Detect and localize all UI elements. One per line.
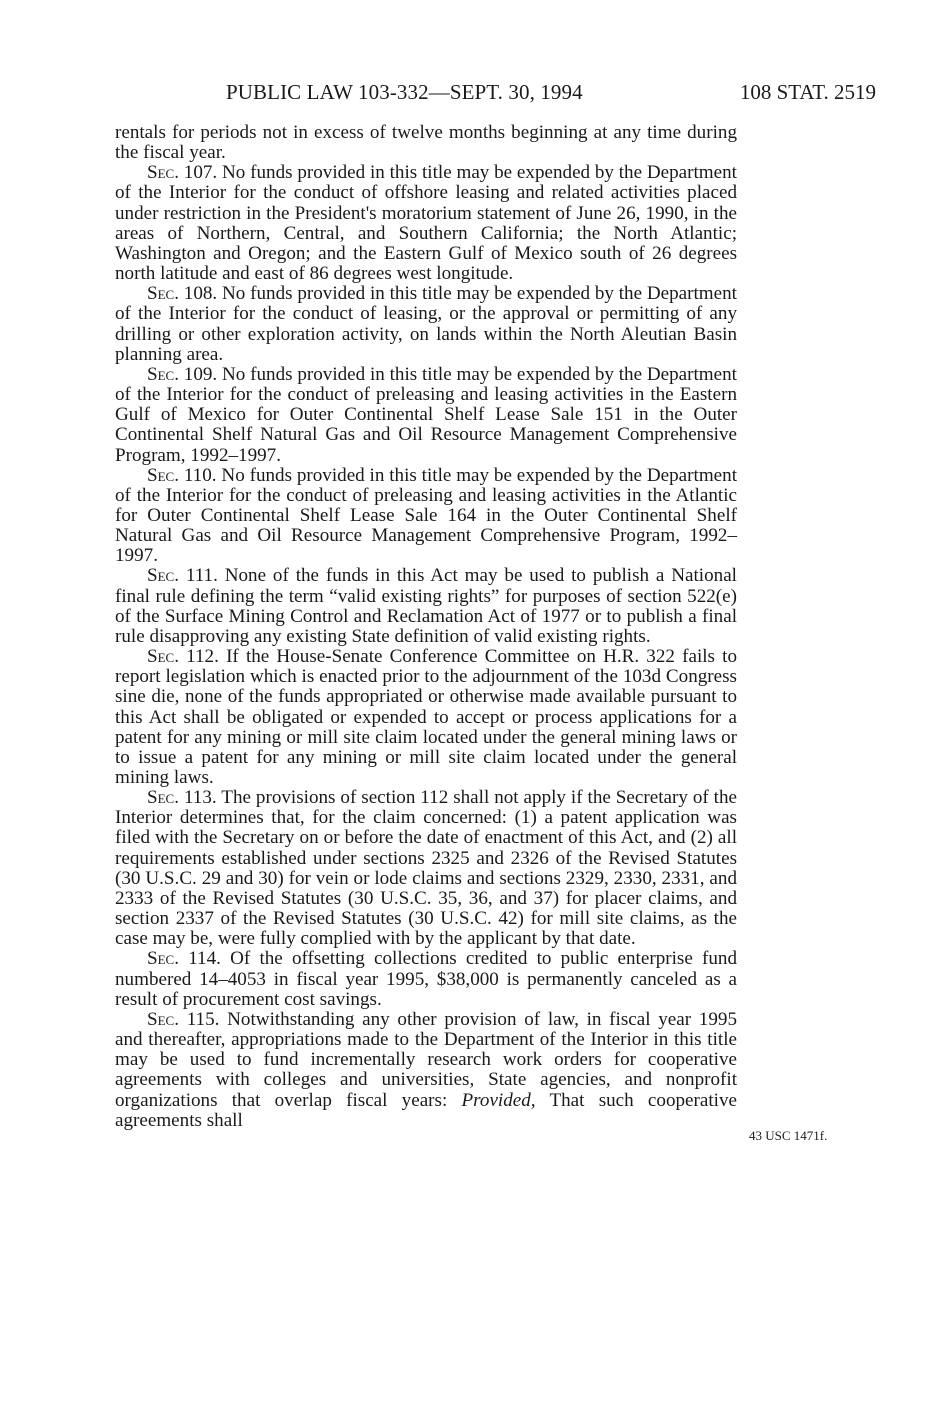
section-text: If the House-Senate Conference Committee on H.R. 322 fails to report legislation which is enacted prior to the adjournment of the 103d Congress sine die, none of the funds appropriated or otherwise made available pursuant to this Act shall be obligated or expended to accept or process applications for a patent for any mining or mill site claim located under the general mining laws or to issue a patent for any mining or mill site claim located under the general mining laws. (115, 646, 738, 788)
statute-page-reference: 108 STAT. 2519 (739, 80, 876, 104)
paragraph-text: rentals for periods not in excess of twelve months beginning at any time during the fiscal year. (115, 122, 737, 164)
section-115 (115, 1010, 737, 1131)
body-text (115, 123, 737, 1131)
section-number: Sec. 115. (147, 1008, 220, 1030)
section-110 (115, 466, 737, 567)
section-number: Sec. 114. (147, 948, 221, 970)
section-109 (115, 365, 737, 466)
section-number: Sec. 110. (147, 464, 217, 486)
section-text-tail: That such cooperative agreements shall (115, 1089, 737, 1131)
section-112 (115, 647, 737, 788)
page-header (0, 80, 947, 110)
section-number: Sec. 112. (147, 646, 219, 668)
section-text: No funds provided in this title may be expended by the Department of the Interior for the conduct of preleasing and leasing activities in the Atlantic for Outer Continental Shelf Lease Sale 164 in the Outer Continental Shelf Natural Gas and Oil Resource Management Comprehensive Program, 1992–1997. (115, 464, 737, 567)
section-number: Sec. 107. (147, 162, 218, 184)
section-114 (115, 949, 737, 1009)
section-number: Sec. 108. (147, 283, 218, 305)
section-text: Of the offsetting collections credited to public enterprise fund numbered 14–4053 in fiscal year 1995, $38,000 is permanently canceled as a result of procurement cost savings. (115, 948, 738, 1010)
section-text: Notwithstanding any other provision of law, in fiscal year 1995 and thereafter, appropriations made to the Department of the Interior in this title may be used to fund incrementally research work orders for cooperative agreements with colleges and universities, State agencies, and nonprofit organizations that overlap fiscal years: (115, 1008, 737, 1111)
section-text: No funds provided in this title may be expended by the Department of the Interior for the conduct of preleasing and leasing activities in the Eastern Gulf of Mexico for Outer Continental Shelf Lease Sale 151 in the Outer Continental Shelf Natural Gas and Oil Resource Management Comprehensive Program, 1992–1997. (115, 363, 737, 466)
section-text: None of the funds in this Act may be used to publish a National final rule defining the term “valid existing rights” for purposes of section 522(e) of the Surface Mining Control and Reclamation Act of 1977 or to publish a final rule disapproving any existing State definition of valid existing rights. (115, 565, 737, 647)
section-number: Sec. 111. (147, 565, 218, 587)
marginal-citation-note: 43 USC 1471f. (749, 1128, 828, 1143)
section-107 (115, 163, 737, 284)
section-number: Sec. 109. (147, 363, 218, 385)
section-108 (115, 284, 737, 365)
running-title: PUBLIC LAW 103-332—SEPT. 30, 1994 (226, 80, 583, 104)
section-text: No funds provided in this title may be expended by the Department of the Interior for the conduct of offshore leasing and related activities placed under restriction in the President's moratorium statement of June 26, 1990, in the areas of Northern, Central, and Southern California; the North Atlantic; Washington and Oregon; and the Eastern Gulf of Mexico south of 26 degrees north latitude and east of 86 degrees west longitude. (115, 162, 737, 285)
section-111 (115, 566, 737, 647)
proviso-italic: Provided, (461, 1089, 536, 1111)
section-number: Sec. 113. (147, 787, 217, 809)
section-text: No funds provided in this title may be expended by the Department of the Interior for the conduct of leasing, or the approval or permitting of any drilling or other exploration activity, on lands within the North Aleutian Basin planning area. (115, 283, 737, 365)
section-text: The provisions of section 112 shall not apply if the Secretary of the Interior determines that, for the claim concerned: (1) a patent application was filed with the Secretary on or before the date of enactment of this Act, and (2) all requirements established under sections 2325 and 2326 of the Revised Statutes (30 U.S.C. 29 and 30) for vein or lode claims and sections 2329, 2330, 2331, and 2333 of the Revised Statutes (30 U.S.C. 35, 36, and 37) for placer claims, and section 2337 of the Revised Statutes (30 U.S.C. 42) for mill site claims, as the case may be, were fully complied with by the applicant by that date. (115, 787, 738, 950)
paragraph-continuation (115, 123, 737, 163)
section-113 (115, 788, 737, 949)
